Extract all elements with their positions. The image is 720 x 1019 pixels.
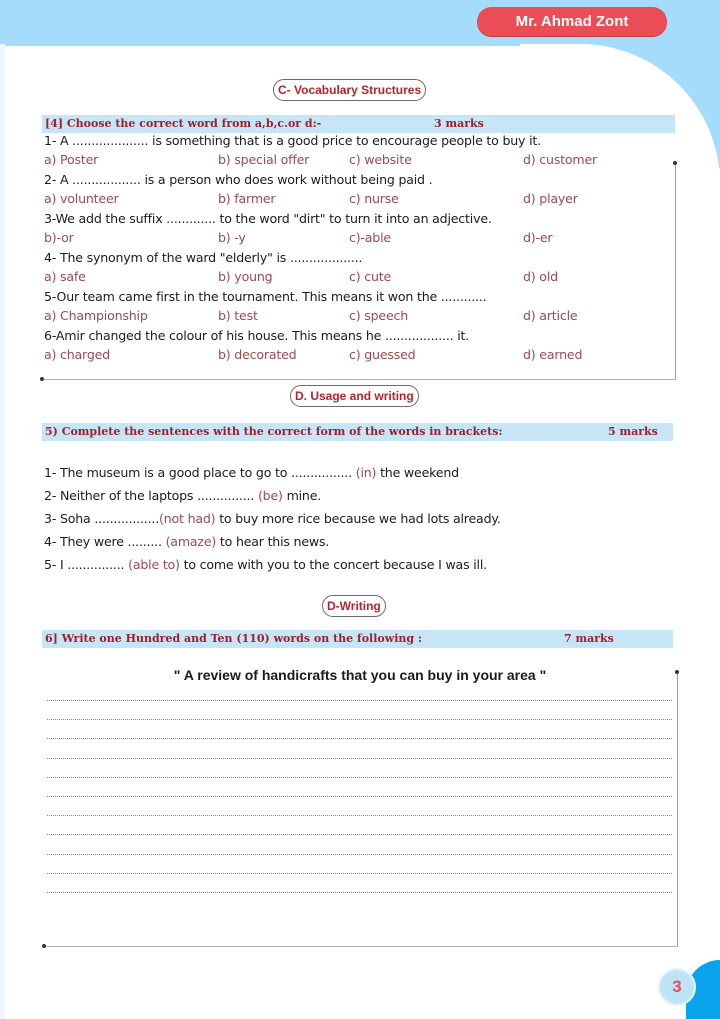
question-6-label: 6] Write one Hundred and Ten (110) words on the following : [45,632,422,645]
option-b[interactable]: b) young [218,269,273,284]
answer-line[interactable] [47,738,672,739]
box-border-right [677,674,678,946]
usage-item [44,510,501,528]
option-c[interactable]: c) guessed [349,347,416,362]
usage-item [44,556,487,574]
option-d[interactable]: d) article [523,308,578,323]
box-border-bottom [42,379,676,380]
option-c[interactable]: c) nurse [349,191,399,206]
question-stem: 4- The synonym of the ward "elderly" is ................... [44,250,363,265]
usage-item-text: the weekend [380,465,459,480]
usage-item [44,487,321,505]
option-b[interactable]: b) special offer [218,152,310,167]
question-stem: 1- A .................... is something that is a good price to encourage people to buy it. [44,133,541,148]
author-badge: Mr. Ahmad Zont [477,7,667,36]
question-stem: 2- A .................. is a person who does work without being paid . [44,172,433,187]
usage-item-hint: (not had) [159,511,216,526]
answer-line[interactable] [47,892,672,893]
box-corner-dot [40,377,44,381]
option-b[interactable]: b) decorated [218,347,297,362]
option-a[interactable]: a) Poster [44,152,99,167]
usage-item-text: to buy more rice because we had lots already. [215,511,501,526]
answer-line[interactable] [47,796,672,797]
option-d[interactable]: d) player [523,191,578,206]
usage-item-text: 2- Neither of the laptops ............... [44,488,255,503]
usage-item-text: 4- They were ......... [44,534,162,549]
question-stem: 5-Our team came first in the tournament. This means it won the ............ [44,289,487,304]
usage-item-hint: (in) [355,465,377,480]
option-a[interactable]: a) safe [44,269,86,284]
page-edge [0,44,5,1019]
answer-line[interactable] [47,777,672,778]
usage-item-text: 3- Soha ................. [44,511,160,526]
usage-item-text: 5- I ............... [44,557,125,572]
question-5-label: 5) Complete the sentences with the correct form of the words in brackets: [45,425,503,438]
question-6-header [42,630,673,648]
option-a[interactable]: a) charged [44,347,110,362]
answer-line[interactable] [47,700,672,701]
question-4-label: [4] Choose the correct word from a,b,c.or d:- [45,117,322,130]
question-5-marks: 5 marks [608,425,658,438]
usage-item-text: to come with you to the concert because I was ill. [179,557,487,572]
option-c[interactable]: c)-able [349,230,391,245]
option-d[interactable]: d) customer [523,152,598,167]
answer-line[interactable] [47,758,672,759]
answer-line[interactable] [47,834,672,835]
usage-item-text: mine. [286,488,322,503]
usage-item-text: 1- The museum is a good place to go to ................ [44,465,352,480]
answer-line[interactable] [47,854,672,855]
option-a[interactable]: b)-or [44,230,74,245]
question-6-marks: 7 marks [564,632,614,645]
option-d[interactable]: d) earned [523,347,583,362]
question-4-header [42,115,675,133]
box-border-right [675,165,676,379]
usage-item-hint: (amaze) [165,534,217,549]
usage-item-text: to hear this news. [216,534,330,549]
box-corner-dot [42,944,46,948]
answer-line[interactable] [47,719,672,720]
option-d[interactable]: d) old [523,269,558,284]
option-c[interactable]: c) speech [349,308,408,323]
usage-item-hint: (able to) [128,557,180,572]
question-stem: 6-Amir changed the colour of his house. This means he .................. it. [44,328,470,343]
option-c[interactable]: c) website [349,152,412,167]
question-4-marks: 3 marks [434,117,484,130]
box-corner-dot [675,670,679,674]
page-number: 3 [658,968,696,1006]
section-c-title: C- Vocabulary Structures [273,79,426,101]
box-border-bottom [44,946,678,947]
question-stem: 3-We add the suffix ............. to the word "dirt" to turn it into an adjective. [44,211,492,226]
writing-topic: " A review of handicrafts that you can buy in your area " [173,667,547,683]
section-writing-title: D-Writing [322,595,386,617]
option-a[interactable]: a) Championship [44,308,148,323]
option-c[interactable]: c) cute [349,269,392,284]
usage-item [44,533,329,551]
answer-line[interactable] [47,873,672,874]
box-corner-dot [673,161,677,165]
option-a[interactable]: a) volunteer [44,191,119,206]
usage-item-hint: (be) [257,488,283,503]
option-b[interactable]: b) farmer [218,191,276,206]
option-d[interactable]: d)-er [523,230,553,245]
section-d-title: D. Usage and writing [290,385,419,407]
question-5-header [42,423,673,441]
usage-item [44,464,459,482]
option-b[interactable]: b) test [218,308,258,323]
answer-line[interactable] [47,815,672,816]
option-b[interactable]: b) -y [218,230,246,245]
